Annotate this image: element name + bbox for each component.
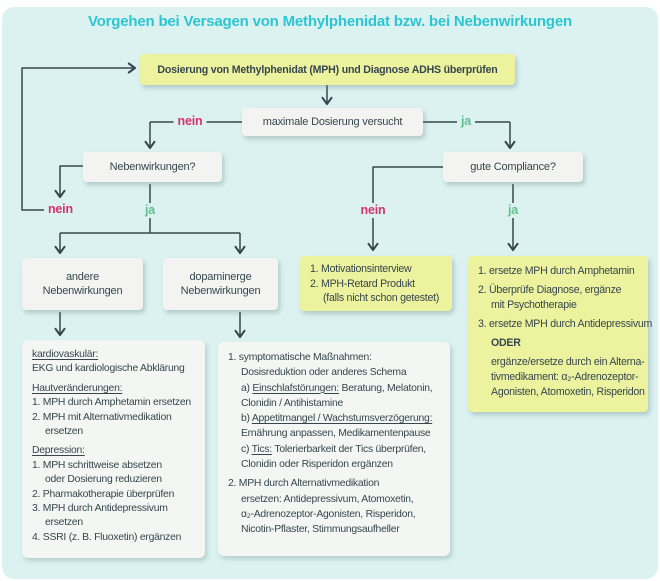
dopa-a-prefix: a) xyxy=(241,382,250,394)
skin-line2: 2. MPH mit Alternativmedikation xyxy=(32,411,172,423)
replace-line3: mit Psychotherapie xyxy=(491,299,577,311)
dopa-line6: Ernährung anpassen, Medikamentenpause xyxy=(241,428,431,440)
dopa-line2: Dosisreduktion oder anderes Schema xyxy=(241,367,407,379)
dopa-c-rest: Tolerierbarkeit der Tics überprüfen, xyxy=(274,443,426,455)
node-other-side-effects-line2: Nebenwirkungen xyxy=(42,285,123,297)
dopa-a-rest: Beratung, Melatonin, xyxy=(341,382,433,394)
replace-line2: 2. Überprüfe Diagnose, ergänze xyxy=(478,284,622,296)
motivation-line3: (falls nicht schon getestet) xyxy=(323,292,440,304)
box-replace-mph xyxy=(468,256,653,412)
page-title: Vorgehen bei Versagen von Methylphenidat bzw. bei Nebenwirkungen xyxy=(88,13,572,30)
motivation-line2: 2. MPH-Retard Produkt xyxy=(310,277,415,290)
node-side-effects: Nebenwirkungen? xyxy=(83,152,222,182)
node-compliance: gute Compliance? xyxy=(443,152,583,182)
dopa-line5 xyxy=(228,411,442,426)
node-dopaminergic-line2: Nebenwirkungen xyxy=(180,285,261,297)
skin-title: Hautveränderungen: xyxy=(32,382,123,394)
dopa-a-underlined: Einschlafstörungen: xyxy=(252,382,339,394)
replace-line1: 1. ersetze MPH durch Amphetamin xyxy=(478,265,635,277)
dopa-line11: α₂-Adrenozeptor-Agonisten, Risperidon, xyxy=(241,508,416,520)
replace-line6: ergänze/ersetze durch ein Alterna- xyxy=(491,356,645,368)
dopa-line7 xyxy=(228,442,442,457)
node-dopaminergic-line1: dopaminerge xyxy=(189,271,252,283)
dopa-line9: 2. MPH durch Alternativmedikation xyxy=(228,478,380,490)
edge-label-nein-sideeffects: nein xyxy=(44,202,77,217)
node-review-dosing: Dosierung von Methylphenidat (MPH) und Diagnose ADHS überprüfen xyxy=(140,54,515,85)
replace-line7: tivmedikament: α₂-Adrenozeptor- xyxy=(491,371,639,383)
dopa-c-underlined: Tics: xyxy=(251,443,272,455)
node-max-dose: maximale Dosierung versucht xyxy=(242,108,423,136)
edge-label-ja-compliance: ja xyxy=(504,203,522,218)
box-motivation xyxy=(300,256,452,311)
depression-line4: 3. MPH durch Antidepressivum xyxy=(32,503,168,515)
dopa-line8: Clonidin oder Risperidon ergänzen xyxy=(241,459,393,471)
depression-line2: oder Dosierung reduzieren xyxy=(45,474,162,486)
edge-label-nein-compliance: nein xyxy=(357,203,390,218)
cardio-title: kardiovaskulär: xyxy=(32,349,99,360)
box-other-se-detail xyxy=(22,340,205,558)
edge-label-ja-maxdose: ja xyxy=(457,114,475,129)
edge-label-ja-sideeffects: ja xyxy=(141,203,159,218)
motivation-line1: 1. Motivationsinterview xyxy=(310,263,412,275)
node-dopaminergic xyxy=(163,258,278,310)
cardio-body: EKG und kardiologische Abklärung xyxy=(32,363,185,375)
dopa-line4: Clonidin / Antihistamine xyxy=(241,397,344,409)
node-other-side-effects-line1: andere xyxy=(65,271,100,283)
skin-line1: 1. MPH durch Amphetamin ersetzen xyxy=(32,397,191,409)
depression-title: Depression: xyxy=(32,445,85,457)
depression-line5: ersetzen xyxy=(45,517,83,529)
dopa-line10: ersetzen: Antidepressivum, Atomoxetin, xyxy=(241,493,414,505)
dopa-line12: Nicotin-Pflaster, Stimmungsaufheller xyxy=(241,524,400,536)
node-other-side-effects xyxy=(22,258,143,310)
dopa-b-prefix: b) xyxy=(241,413,250,425)
box-dopaminergic-detail xyxy=(218,342,450,556)
edge-label-nein-maxdose: nein xyxy=(174,114,207,129)
depression-line6: 4. SSRI (z. B. Fluoxetin) ergänzen xyxy=(32,531,182,543)
dopa-b-underlined: Appetitmangel / Wachstumsverzögerung: xyxy=(251,413,433,425)
skin-line3: ersetzen xyxy=(45,426,83,438)
replace-line8: Agonisten, Atomoxetin, Risperidon xyxy=(491,386,645,398)
replace-line5-oder: ODER xyxy=(491,337,521,349)
dopa-c-prefix: c) xyxy=(241,443,250,455)
depression-line1: 1. MPH schrittweise absetzen xyxy=(32,459,162,471)
dopa-line3 xyxy=(228,381,442,396)
replace-line4: 3. ersetze MPH durch Antidepressivum xyxy=(478,318,653,330)
depression-line3: 2. Pharmakotherapie überprüfen xyxy=(32,488,175,500)
dopa-line1: 1. symptomatische Maßnahmen: xyxy=(228,352,372,363)
